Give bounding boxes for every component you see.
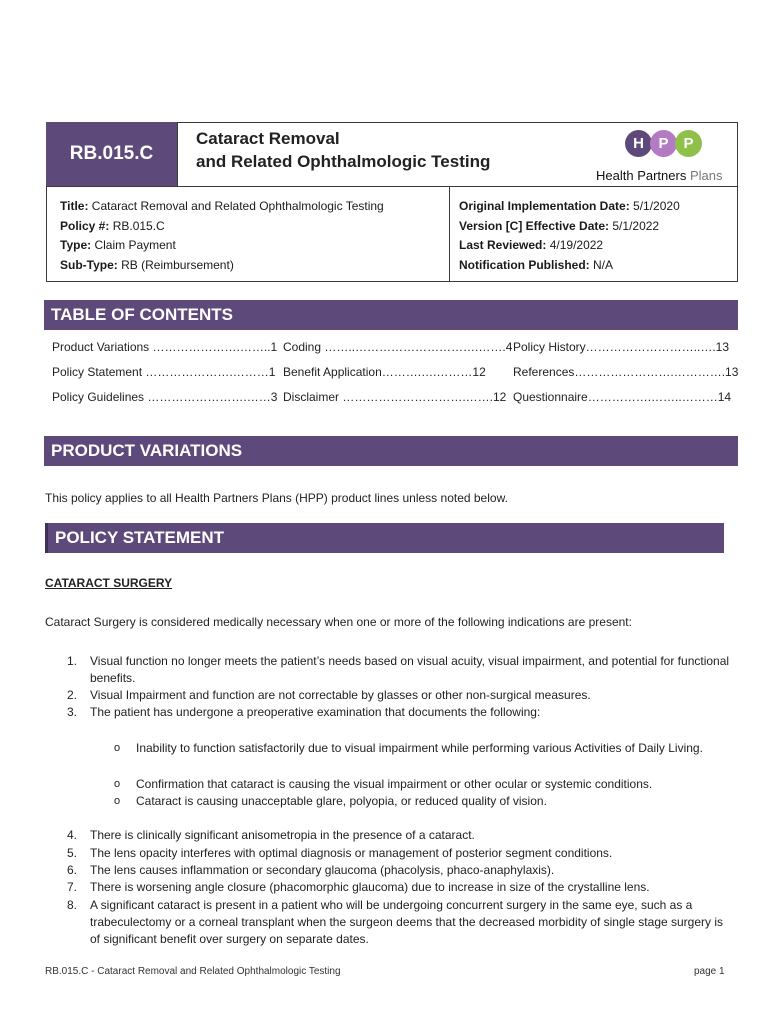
list-item-text: Visual function no longer meets the patient’s needs based on visual acuity, visual impairment, and potential for functional benefits. [90,654,730,685]
toc-link-questionnaire[interactable]: Questionnaire…………….……..………14 [513,390,732,404]
policy-intro-text: Cataract Surgery is considered medically necessary when one or more of the following indications are present: [45,615,632,629]
toc-link-disclaimer[interactable]: Disclaimer ………………………….…….12 [283,390,507,404]
meta-value: Cataract Removal and Related Ophthalmologic Testing [88,199,384,213]
sub-list-item-text: Cataract is causing unacceptable glare, polyopia, or reduced quality of vision. [136,794,547,808]
meta-row [60,217,384,237]
divider [177,122,178,186]
meta-label: Notification Published: [459,257,590,272]
logo-text [596,168,722,183]
toc-link-benefit-application[interactable]: Benefit Application……….….………12 [283,365,486,379]
bullet-marker: o [114,742,121,754]
toc-heading: TABLE OF CONTENTS [44,300,738,330]
list-item-number: 5. [67,846,78,860]
policy-title-line1: Cataract Removal [196,129,340,148]
logo-h-circle: H [625,130,652,157]
logo-p-circle: P [650,130,677,157]
list-item-number: 1. [67,654,78,668]
list-item [0,897,770,951]
sub-list-item [0,740,770,776]
divider [449,186,450,282]
list-item [0,704,770,724]
toc-link-product-variations[interactable]: Product Variations ………………….……..1 [52,340,278,354]
sub-list-item [0,793,770,811]
product-variations-text: This policy applies to all Health Partners Plans (HPP) product lines unless noted below. [45,491,508,505]
meta-row [459,236,680,256]
sub-list-item [0,776,770,794]
list-item [0,845,770,863]
meta-label: Sub-Type: [60,257,118,272]
list-item [0,827,770,845]
meta-row [60,236,384,256]
meta-row [459,217,680,237]
bullet-marker: o [114,778,121,790]
toc-link-policy-history[interactable]: Policy History………………………..….13 [513,340,730,354]
list-item-text: A significant cataract is present in a patient who will be undergoing concurrent surgery in the same eye, such as a trabeculectomy or a corneal transplant when the surgeon deems that the decreased morbidity of single stage surgery is of significant benefit over surgery on separate dates. [90,898,724,946]
policy-statement-heading: POLICY STATEMENT [45,523,724,553]
meta-label: Original Implementation Date: [459,199,630,213]
logo-text-plans: Plans [689,168,723,183]
meta-row [60,256,384,276]
divider [46,186,738,187]
bullet-marker: o [114,795,121,807]
toc-link-policy-statement[interactable]: Policy Statement ………………….………1 [52,365,276,379]
cataract-surgery-subheading: CATARACT SURGERY [45,576,173,590]
meta-value: N/A [589,257,614,272]
meta-row [459,256,680,276]
list-item-text: The lens causes inflammation or secondary glaucoma (phacolysis, phaco-anaphylaxis). [90,863,555,877]
meta-label: Version [C] Effective Date: [459,218,610,233]
toc-link-coding[interactable]: Coding ……..………………………….…….4 [283,340,513,354]
policy-meta-left [60,197,384,275]
meta-value: RB (Reimbursement) [117,257,234,272]
footer-page-number: page 1 [694,966,725,977]
meta-label: Last Reviewed: [459,238,547,252]
logo-text-main: Health Partners [596,168,690,183]
logo-p-circle: P [675,130,702,157]
meta-value: 4/19/2022 [546,238,604,252]
policy-title [196,127,490,173]
list-item-number: 6. [67,863,78,877]
product-variations-heading: PRODUCT VARIATIONS [44,436,738,466]
meta-row [60,197,384,217]
list-item [0,879,770,897]
meta-label: Type: [60,238,92,252]
list-item-text: Visual Impairment and function are not correctable by glasses or other non-surgical measures. [90,688,591,702]
sub-list-item-text: Inability to function satisfactorily due to visual impairment while performing various Activities of Daily Living. [136,741,703,755]
list-item-text: There is clinically significant anisometropia in the presence of a cataract. [90,828,475,842]
sub-list-item-text: Confirmation that cataract is causing the visual impairment or other ocular or systemic conditions. [136,777,653,791]
toc-link-policy-guidelines[interactable]: Policy Guidelines …………………….……3 [52,390,278,404]
toc-link-references[interactable]: References…………………….………….13 [513,365,739,379]
meta-label: Title: [60,199,89,213]
policy-meta-right [459,197,680,275]
list-item-number: 2. [67,688,78,702]
meta-value: 5/1/2020 [629,199,680,213]
meta-value: RB.015.C [109,218,165,233]
list-item [0,862,770,880]
list-item-number: 8. [67,898,78,912]
policy-title-line2: and Related Ophthalmologic Testing [196,152,491,171]
meta-value: 5/1/2022 [609,218,660,233]
meta-value: Claim Payment [91,238,176,252]
footer-document-title: RB.015.C - Cataract Removal and Related Ophthalmologic Testing [45,966,341,977]
list-item-number: 4. [67,828,78,842]
meta-label: Policy #: [60,218,110,233]
policy-code: RB.015.C [46,122,177,186]
list-item-text: The patient has undergone a preoperative examination that documents the following: [90,705,541,719]
list-item-text: There is worsening angle closure (phacomorphic glaucoma) due to increase in size of the crystalline lens. [90,880,650,894]
list-item-number: 7. [67,880,78,894]
list-item-number: 3. [67,705,78,719]
meta-row [459,197,680,217]
list-item-text: The lens opacity interferes with optimal diagnosis or management of posterior segment conditions. [90,846,613,860]
